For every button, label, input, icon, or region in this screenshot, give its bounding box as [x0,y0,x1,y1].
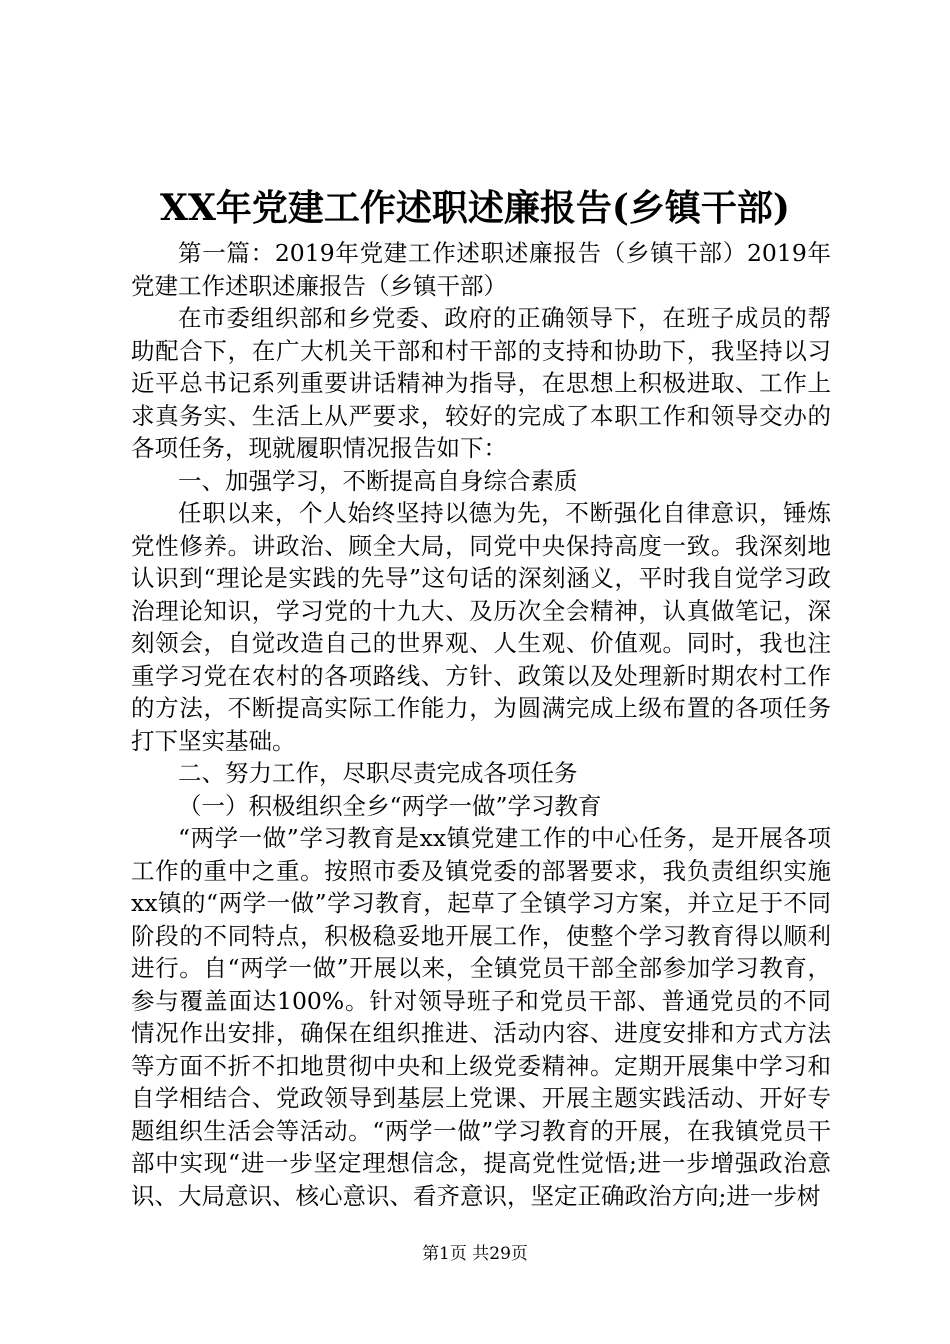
document-body [131,237,831,1212]
subsection-heading-education: （一）积极组织全乡“两学一做”学习教育 [178,791,602,820]
section-heading-work: 二、努力工作，尽职尽责完成各项任务 [178,759,578,787]
paragraph-study: 任职以来，个人始终坚持以德为先，不断强化自律意识，锤炼党性修养。讲政治、顾全大局，同党中央保持高度一致。我深刻地认识到“理论是实践的先导”这句话的深刻涵义，平时我自觉学习政治理论知识，学习党的十九大、及历次全会精神，认真做笔记，深刻领会，自觉改造自己的世界观、人生观、价值观。同时，我也注重学习党在农村的各项路线、方针、政策以及处理新时期农村工作的方法，不断提高实际工作能力，为圆满完成上级布置的各项任务打下坚实基础。 [131,499,831,755]
page-number-footer: 第1页 共29页 [422,1244,528,1264]
paragraph-introduction: 在市委组织部和乡党委、政府的正确领导下，在班子成员的帮助配合下，在广大机关干部和村干部的支持和协助下，我坚持以习近平总书记系列重要讲话精神为指导，在思想上积极进取、工作上求真务实、生活上从严要求，较好的完成了本职工作和领导交办的各项任务，现就履职情况报告如下： [131,304,831,462]
paragraph-heading-first-article: 第一篇：2019年党建工作述职述廉报告（乡镇干部）2019年党建工作述职述廉报告（乡镇干部） [131,239,831,300]
paragraph-education: “两学一做”学习教育是xx镇党建工作的中心任务，是开展各项工作的重中之重。按照市委及镇党委的部署要求，我负责组织实施xx镇的“两学一做”学习教育，起草了全镇学习方案，并立足于不同阶段的不同特点，积极稳妥地开展工作，使整个学习教育得以顺利进行。自“两学一做”开展以来，全镇党员干部全部参加学习教育，参与覆盖面达100%。针对领导班子和党员干部、普通党员的不同情况作出安排，确保在组织推进、活动内容、进度安排和方式方法等方面不折不扣地贯彻中央和上级党委精神。定期开展集中学习和自学相结合、党政领导到基层上党课、开展主题实践活动、开好专题组织生活会等活动。“两学一做”学习教育的开展，在我镇党员干部中实现“进一步坚定理想信念，提高党性觉悟;进一步增强政治意识、大局意识、核心意识、看齐意识，坚定正确政治方向;进一步树 [131,824,831,1210]
document-title: XX年党建工作述职述廉报告(乡镇干部) [160,187,790,229]
section-heading-study: 一、加强学习，不断提高自身综合素质 [178,466,578,495]
